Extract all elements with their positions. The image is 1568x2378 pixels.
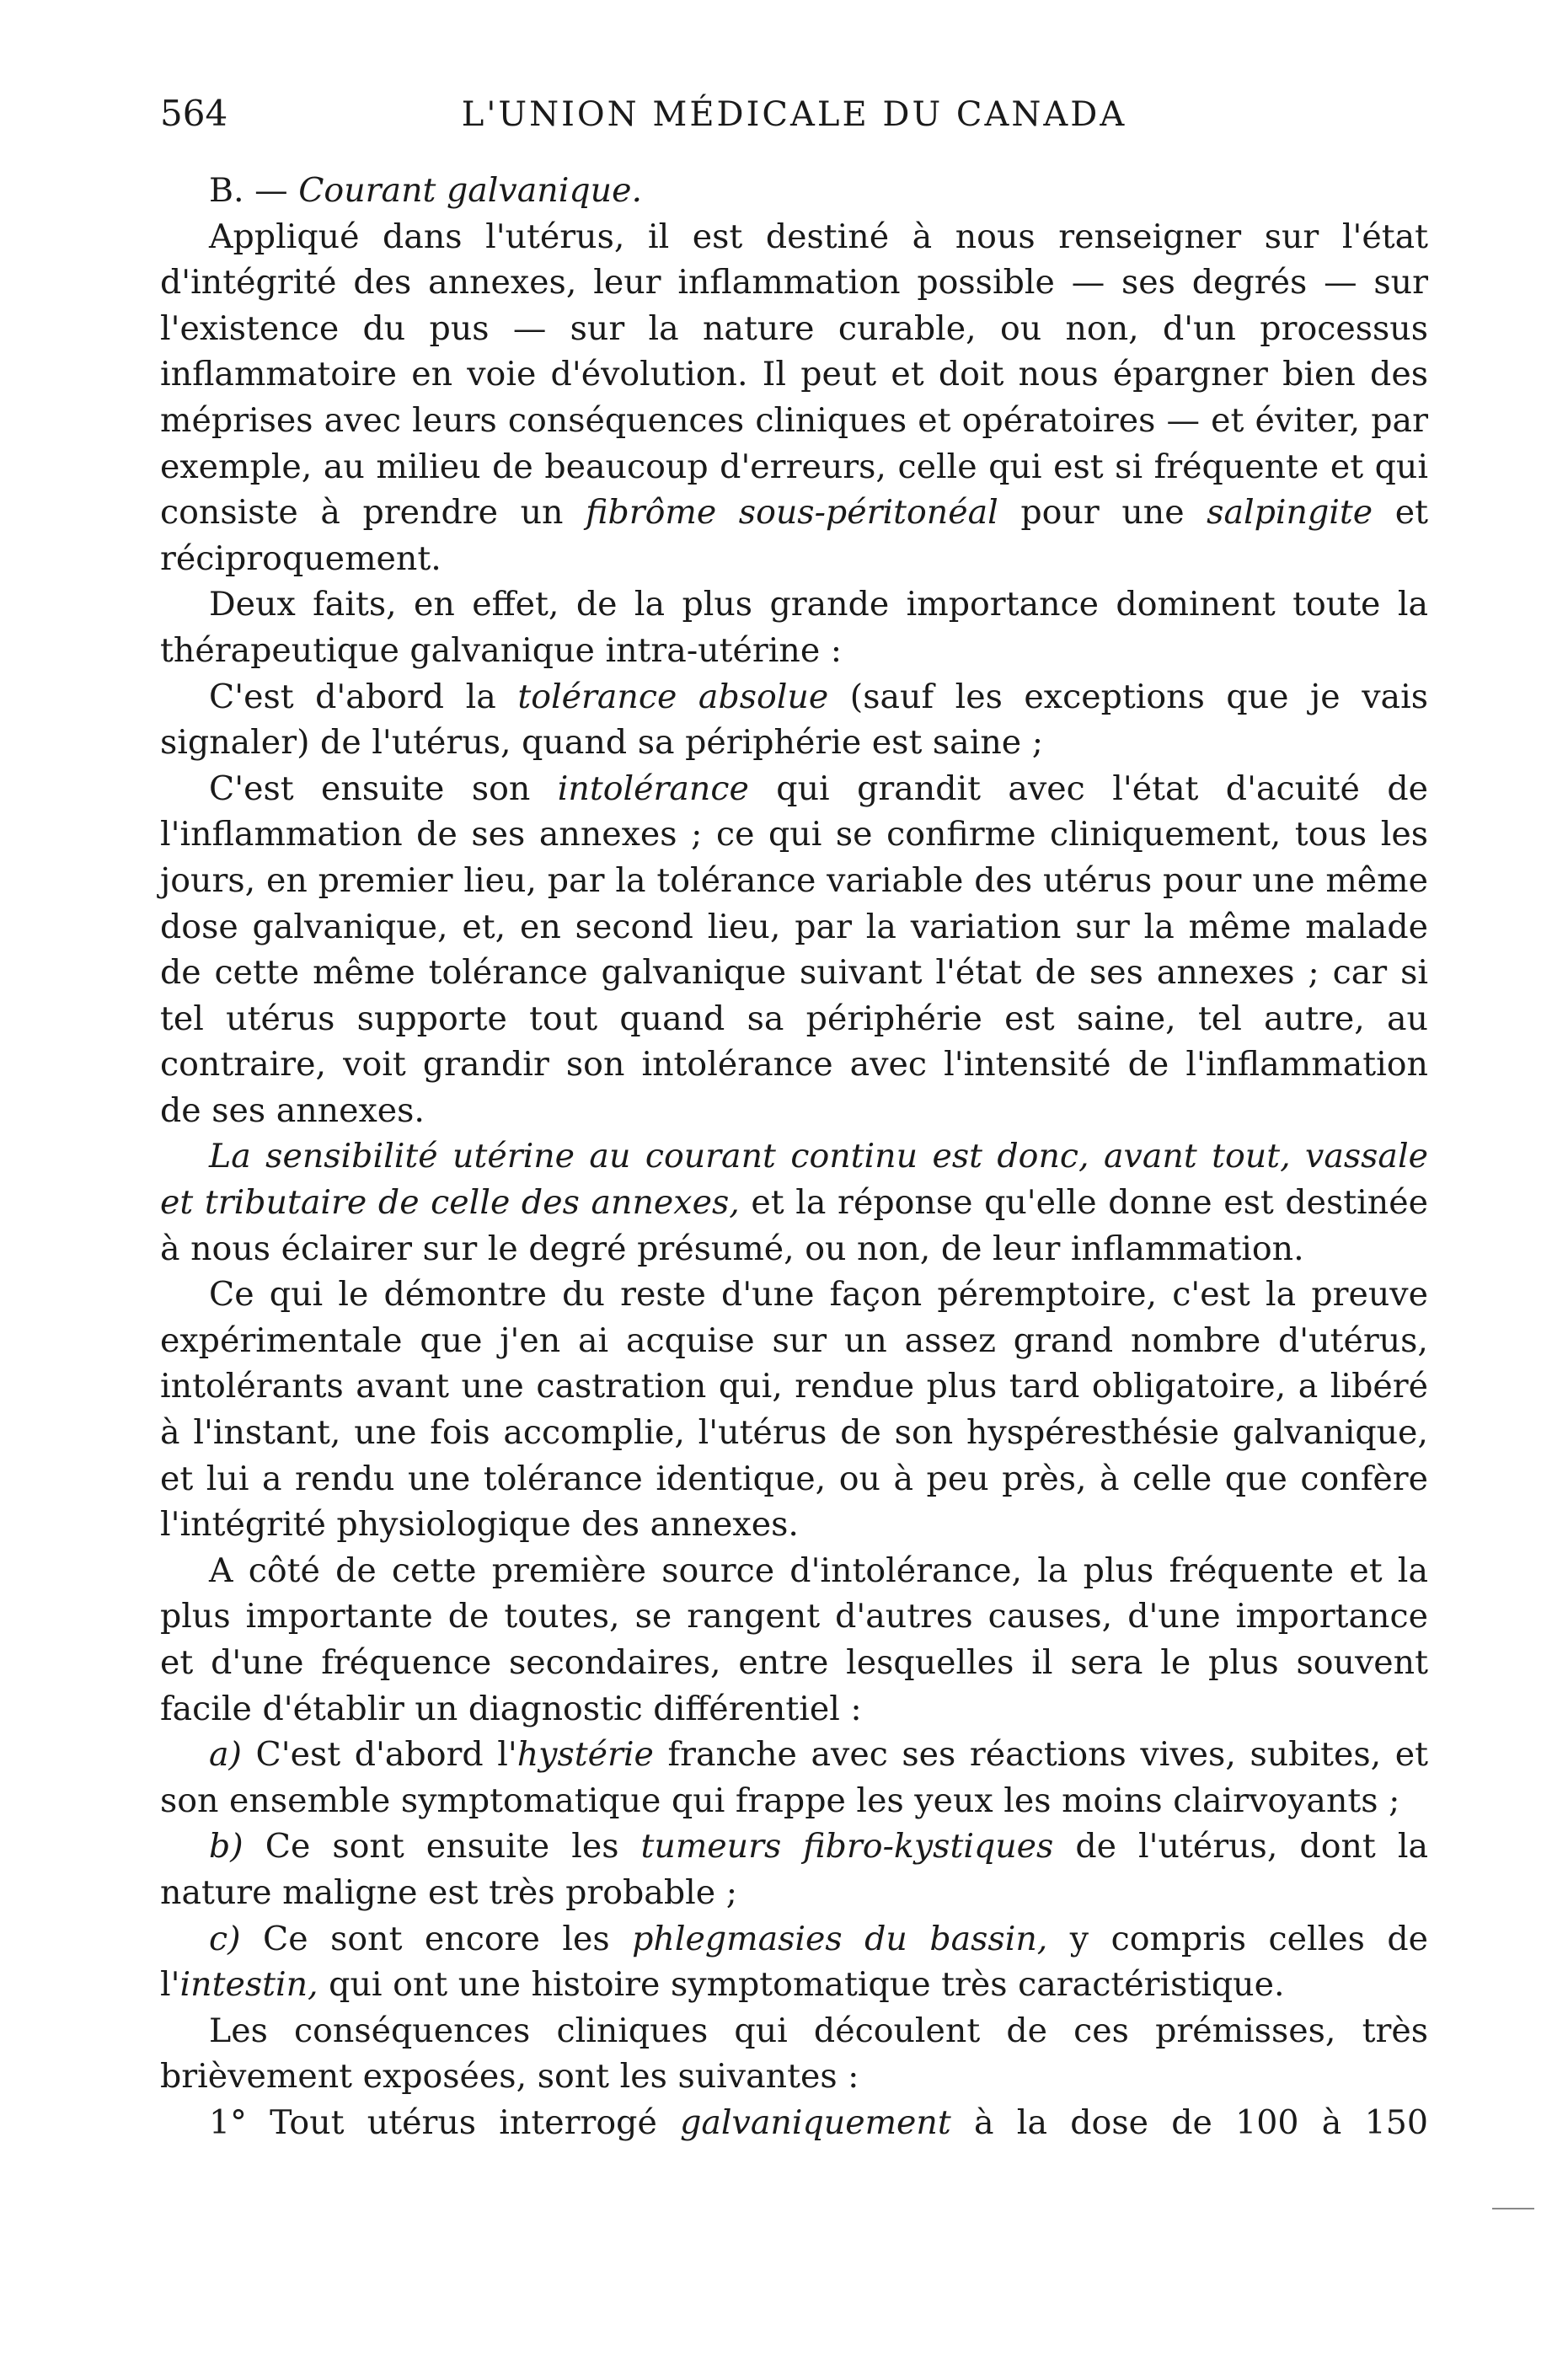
list-item-a — [160, 1732, 1428, 1824]
paragraph-3-em: tolérance absolue — [517, 677, 829, 716]
paragraph-1-em-1: fibrôme sous-péritonéal — [586, 493, 998, 533]
list-item-a-em: hystérie — [516, 1735, 654, 1775]
paragraph-5-end: et la réponse qu'elle donne est destinée à nous éclairer sur le degré présumé, ou non, de leur inflammation. — [160, 1183, 1428, 1268]
list-item-b-end: de l'utérus, dont la nature maligne est très probable ; — [160, 1827, 1428, 1912]
paragraph-12-end: à la dose de 100 à 150 — [950, 2102, 1428, 2142]
paragraph-1-end: et réciproquement. — [160, 493, 1428, 578]
paragraph-5 — [160, 1133, 1428, 1272]
list-item-b — [160, 1824, 1428, 1915]
list-item-c — [160, 1916, 1428, 2008]
paragraph-12 — [160, 2100, 1428, 2146]
list-item-b-label: b) — [209, 1827, 243, 1867]
list-item-c-end: qui ont une histoire symptomatique très caractéristique. — [318, 1965, 1285, 2005]
list-item-c-mid: y compris celles de l' — [160, 1919, 1429, 2005]
list-item-c-em: phlegmasies du bassin, — [632, 1919, 1048, 1958]
paragraph-11: Les conséquences cliniques qui découlent de ces prémisses, très brièvement exposées, sont les suivantes : — [160, 2011, 1428, 2097]
paragraph-3 — [160, 674, 1428, 766]
paragraph-4-start: C'est ensuite son — [209, 769, 558, 808]
paragraph-1 — [160, 214, 1428, 582]
paragraph-4-end: qui grandit avec l'état d'acuité de l'inflammation de ses annexes ; ce qui se confirme cliniquement, tous les jours, en premier lieu, par la tolérance variable des utérus pour une même dose galvanique, et, en second lieu, par la variation sur la même malade de cette même tolérance galvanique suivant l'état de ses annexes ; car si tel utérus supporte tout quand sa périphérie est saine, tel autre, au contraire, voit grandir son intolérance avec l'intensité de l'inflammation de ses annexes. — [160, 769, 1429, 1130]
list-item-b-start: Ce sont ensuite les — [243, 1827, 641, 1867]
paragraph-4-em: intolérance — [557, 769, 749, 808]
paragraph-5-em: La sensibilité utérine au courant continu est donc, avant tout, vassale et tributaire de celle des annexes, — [160, 1137, 1428, 1223]
list-item-a-start: C'est d'abord l' — [241, 1735, 517, 1775]
body-text — [160, 168, 1428, 2146]
paragraph-3-end: (sauf les exceptions que je vais signaler) de l'utérus, quand sa périphérie est saine ; — [160, 677, 1428, 763]
document-page — [160, 93, 1428, 2146]
list-item-a-end: franche avec ses réactions vives, subites, et son ensemble symptomatique qui frappe les yeux les moins clairvoyants ; — [160, 1735, 1428, 1820]
list-item-c-em-2: intestin, — [179, 1965, 318, 2005]
section-label: B. — — [209, 171, 288, 210]
paragraph-1-mid: pour une — [998, 493, 1207, 533]
page-header — [160, 93, 1428, 134]
section-heading — [160, 168, 1428, 214]
list-item-c-label: c) — [209, 1919, 241, 1958]
margin-dash — [1492, 2208, 1534, 2209]
page-number: 564 — [160, 93, 228, 134]
paragraph-7: A côté de cette première source d'intolérance, la plus fréquente et la plus importante de toutes, se rangent d'autres causes, d'une importance et d'une fréquence secondaires, entre lesquelles il sera le plus souvent facile d'établir un diagnostic différentiel : — [160, 1551, 1428, 1728]
list-item-b-em: tumeurs fibro-kystiques — [640, 1827, 1054, 1867]
paragraph-4 — [160, 766, 1428, 1134]
paragraph-1-em-2: salpingite — [1207, 493, 1373, 533]
paragraph-12-em: galvaniquement — [680, 2102, 951, 2142]
paragraph-12-start: 1° Tout utérus interrogé — [209, 2102, 681, 2142]
running-title: L'UNION MÉDICALE DU CANADA — [461, 95, 1127, 134]
paragraph-3-start: C'est d'abord la — [209, 677, 518, 716]
paragraph-1-text: Appliqué dans l'utérus, il est destiné à nous renseigner sur l'état d'intégrité des annexes, leur inflammation possible — ses degrés — sur l'existence du pus — sur la nature curable, ou non, d'un processus inflammatoire en voie d'évolution. Il peut et doit nous épargner bien des méprises avec leurs conséquences cliniques et opératoires — et éviter, par exemple, au milieu de beaucoup d'erreurs, celle qui est si fréquente et qui consiste à prendre un — [160, 217, 1428, 533]
paragraph-6: Ce qui le démontre du reste d'une façon péremptoire, c'est la preuve expérimentale que j'en ai acquise sur un assez grand nombre d'utérus, intolérants avant une castration qui, rendue plus tard obligatoire, a libéré à l'instant, une fois accomplie, l'utérus de son hyspéresthésie galvanique, et lui a rendu une tolérance identique, ou à peu près, à celle que confère l'intégrité physiologique des annexes. — [160, 1275, 1428, 1545]
paragraph-2: Deux faits, en effet, de la plus grande importance dominent toute la thérapeutique galvanique intra-utérine : — [160, 585, 1428, 670]
list-item-a-label: a) — [209, 1735, 242, 1775]
list-item-c-start: Ce sont encore les — [240, 1919, 633, 1958]
section-title: Courant galvanique. — [298, 171, 643, 210]
